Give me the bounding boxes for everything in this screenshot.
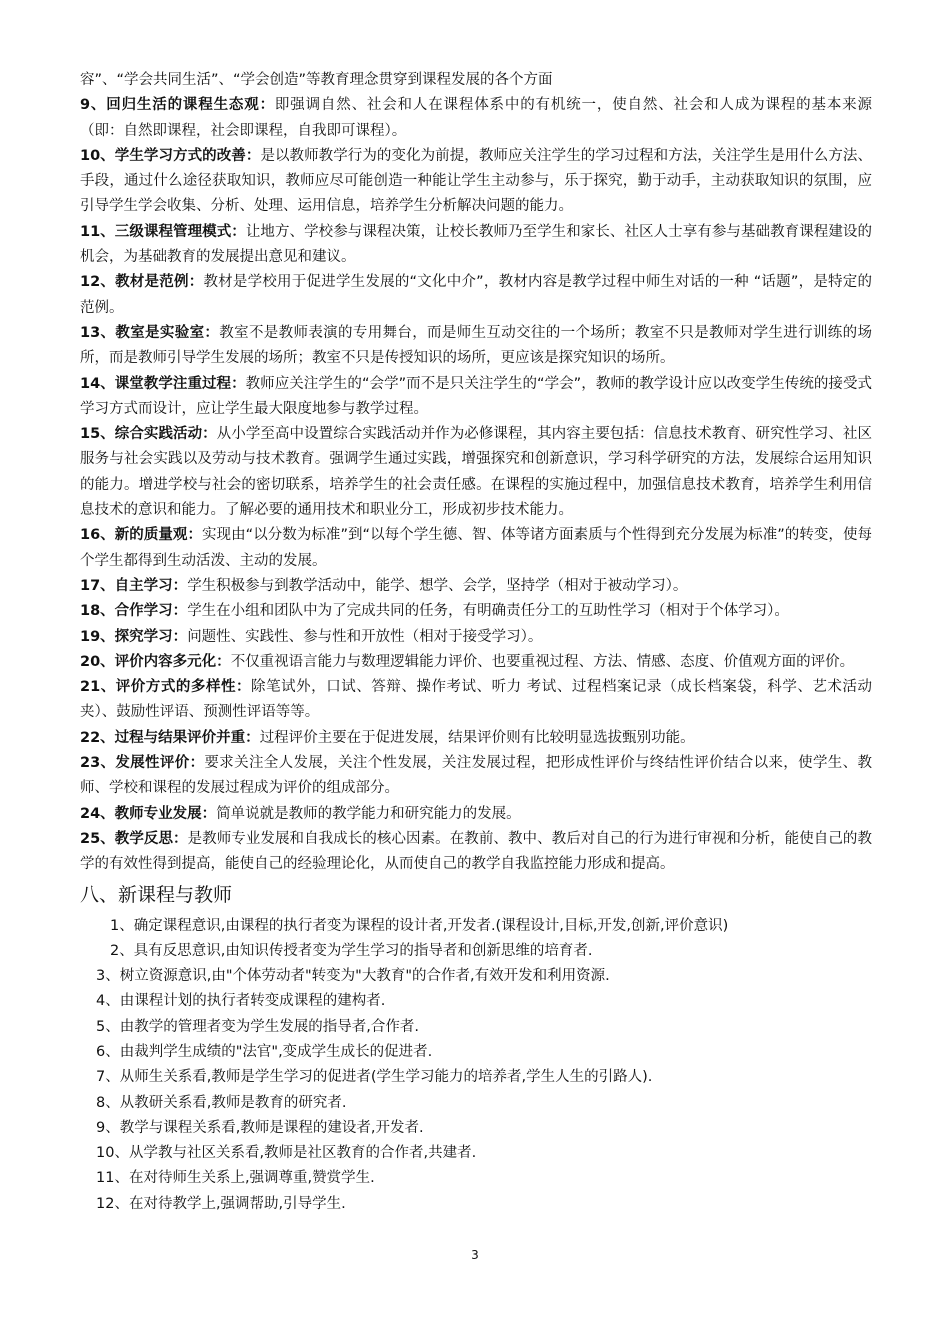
concept-term: 17、自主学习： bbox=[80, 577, 188, 594]
concept-item bbox=[80, 321, 872, 372]
concept-definition: 实现由“以分数为标准”到“以每个学生德、智、体等诸方面素质与个性得到充分发展为标准”的转变，使每个学生都得到生动活泼、主动的发展。 bbox=[80, 527, 872, 569]
concept-term: 14、课堂教学注重过程： bbox=[80, 375, 246, 392]
concept-term: 23、发展性评价： bbox=[80, 755, 205, 772]
section-title: 八、新课程与教师 bbox=[80, 883, 233, 906]
concept-term: 25、教学反思： bbox=[80, 830, 188, 847]
teacher-role-item: 11、在对待师生关系上,强调尊重,赞赏学生. bbox=[96, 1170, 375, 1187]
concept-item bbox=[80, 802, 872, 827]
concept-term: 24、教师专业发展： bbox=[80, 805, 217, 822]
concept-term: 20、评价内容多元化： bbox=[80, 653, 231, 670]
concept-term: 21、评价方式的多样性： bbox=[80, 679, 252, 696]
concept-definition: 学生在小组和团队中为了完成共同的任务，有明确责任分工的互助性学习（相对于个体学习）。 bbox=[187, 603, 789, 620]
concept-definition: 是以教师教学行为的变化为前提，教师应关注学生的学习过程和方法，关注学生是用什么方法、手段，通过什么途径获取知识，教师应尽可能创造一种能让学生主动参与，乐于探究，勤于动手，主动获取知识的氛围，应引导学生学会收集、分析、处理、运用信息，培养学生分析解决问题的能力。 bbox=[80, 147, 872, 215]
concept-definition: 即强调自然、社会和人在课程体系中的有机统一，使自然、社会和人成为课程的基本来源（即：自然即课程，社会即课程，自我即可课程）。 bbox=[80, 97, 872, 139]
concept-definition: 问题性、实践性、参与性和开放性（相对于接受学习）。 bbox=[187, 628, 543, 645]
concept-item bbox=[80, 523, 872, 574]
concept-definition: 要求关注全人发展，关注个性发展，关注发展过程，把形成性评价与终结性评价结合以来，使学生、教师、学校和课程的发展过程成为评价的组成部分。 bbox=[80, 755, 872, 797]
concept-item bbox=[80, 625, 872, 650]
concept-term: 16、新的质量观： bbox=[80, 527, 203, 544]
concept-term: 22、过程与结果评价并重： bbox=[80, 729, 260, 746]
concept-term: 10、学生学习方式的改善： bbox=[80, 147, 261, 164]
concept-definition: 教材是学校用于促进学生发展的“文化中介”，教材内容是教学过程中师生对话的一种 “话题”，是特定的范例。 bbox=[80, 274, 872, 316]
concept-term: 19、探究学习： bbox=[80, 628, 188, 645]
concept-definition: 过程评价主要在于促进发展，结果评价则有比较明显选拔甄别功能。 bbox=[259, 729, 695, 746]
concept-item bbox=[80, 220, 872, 271]
teacher-role-item: 3、树立资源意识,由"个体劳动者"转变为"大教育"的合作者,有效开发和利用资源. bbox=[96, 968, 610, 985]
concept-term: 12、教材是范例： bbox=[80, 274, 204, 291]
teacher-role-item: 2、具有反思意识,由知识传授者变为学生学习的指导者和创新思维的培育者. bbox=[110, 942, 593, 959]
continued-paragraph: 容”、“学会共同生活”、“学会创造”等教育理念贯穿到课程发展的各个方面 bbox=[80, 72, 553, 88]
concept-item bbox=[80, 726, 872, 751]
concept-term: 9、回归生活的课程生态观： bbox=[80, 97, 275, 114]
teacher-role-list bbox=[80, 914, 872, 1218]
teacher-role-item: 5、由教学的管理者变为学生发展的指导者,合作者. bbox=[96, 1018, 419, 1035]
concept-definition: 除笔试外，口试、答辩、操作考试、听力 考试、过程档案记录（成长档案袋，科学、艺术活动夹）、鼓励性评语、预测性评语等等。 bbox=[80, 679, 872, 721]
concept-item bbox=[80, 650, 872, 675]
concept-definition: 简单说就是教师的教学能力和研究能力的发展。 bbox=[216, 805, 521, 822]
concept-item bbox=[80, 144, 872, 220]
teacher-role-item: 12、在对待教学上,强调帮助,引导学生. bbox=[96, 1195, 346, 1212]
teacher-role-item: 6、由裁判学生成绩的"法官",变成学生成长的促进者. bbox=[96, 1043, 433, 1060]
teacher-role-item: 1、确定课程意识,由课程的执行者变为课程的设计者,开发者.(课程设计,目标,开发,创新,评价意识) bbox=[110, 917, 729, 934]
concept-definition: 学生积极参与到教学活动中，能学、想学、会学，坚持学（相对于被动学习）。 bbox=[187, 577, 688, 594]
teacher-role-item: 10、从学教与社区关系看,教师是社区教育的合作者,共建者. bbox=[96, 1145, 477, 1162]
concept-term: 13、教室是实验室： bbox=[80, 324, 220, 341]
concept-term: 11、三级课程管理模式： bbox=[80, 223, 246, 240]
concept-item bbox=[80, 599, 872, 624]
page-content bbox=[80, 68, 872, 1217]
page-number: 3 bbox=[471, 1248, 479, 1262]
concept-item bbox=[80, 93, 872, 144]
concept-item bbox=[80, 372, 872, 423]
concept-list bbox=[80, 93, 872, 877]
concept-item bbox=[80, 675, 872, 726]
teacher-role-item: 7、从师生关系看,教师是学生学习的促进者(学生学习能力的培养者,学生人生的引路人). bbox=[96, 1069, 653, 1086]
concept-item bbox=[80, 751, 872, 802]
concept-definition: 不仅重视语言能力与数理逻辑能力评价、也要重视过程、方法、情感、态度、价值观方面的评价。 bbox=[230, 653, 855, 670]
concept-definition: 是教师专业发展和自我成长的核心因素。在教前、教中、教后对自己的行为进行审视和分析，能使自己的教学的有效性得到提高，能使自己的经验理论化，从而使自己的教学自我监控能力形成和提高。 bbox=[80, 830, 872, 873]
concept-definition: 从小学至高中设置综合实践活动并作为必修课程，其内容主要包括：信息技术教育、研究性学习、社区服务与社会实践以及劳动与技术教育。强调学生通过实践，增强探究和创新意识，学习科学研究的方法，发展综合运用知识的能力。增进学校与社会的密切联系，培养学生的社会责任感。在课程的实施过程中，加强信息技术教育，培养学生利用信息技术的意识和能力。了解必要的通用技术和职业分工，形成初步技术能力。 bbox=[80, 426, 872, 519]
concept-definition: 教室不是教师表演的专用舞台，而是师生互动交往的一个场所；教室不只是教师对学生进行训练的场所，而是教师引导学生发展的场所；教室不只是传授知识的场所，更应该是探究知识的场所。 bbox=[80, 324, 872, 367]
concept-definition: 教师应关注学生的“会学”而不是只关注学生的“学会”，教师的教学设计应以改变学生传统的接受式学习方式而设计，应让学生最大限度地参与教学过程。 bbox=[80, 375, 872, 417]
concept-item bbox=[80, 574, 872, 599]
teacher-role-item: 8、从教研关系看,教师是教育的研究者. bbox=[96, 1094, 347, 1111]
concept-definition: 让地方、学校参与课程决策，让校长教师乃至学生和家长、社区人士享有参与基础教育课程建设的机会，为基础教育的发展提出意见和建议。 bbox=[80, 223, 872, 266]
concept-item bbox=[80, 827, 872, 878]
concept-term: 18、合作学习： bbox=[80, 603, 188, 620]
concept-term: 15、综合实践活动： bbox=[80, 426, 217, 443]
teacher-role-item: 9、教学与课程关系看,教师是课程的建设者,开发者. bbox=[96, 1119, 424, 1136]
teacher-role-item: 4、由课程计划的执行者转变成课程的建构者. bbox=[96, 993, 386, 1010]
concept-item bbox=[80, 422, 872, 523]
concept-item bbox=[80, 270, 872, 321]
